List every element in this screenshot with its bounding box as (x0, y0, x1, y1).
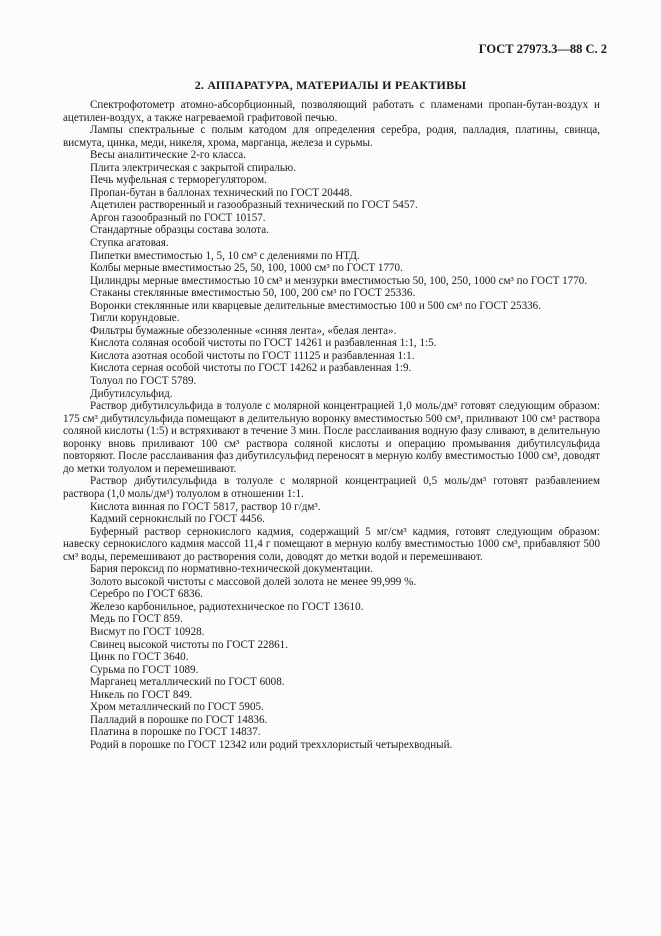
paragraph: Тигли корундовые. (90, 312, 180, 325)
paragraph: Палладий в порошке по ГОСТ 14836. (90, 713, 268, 726)
paragraph: Раствор дибутилсульфида в толуоле с молярной концентрацией 0,5 моль/дм³ готовят разбавлением раствора (1,0 моль/дм³) толуолом в отношении 1:1. (63, 475, 600, 500)
paragraph: Стаканы стеклянные вместимостью 50, 100, 200 см³ по ГОСТ 25336. (90, 287, 416, 300)
paragraph: Бария пероксид по нормативно-технической документации. (90, 563, 373, 576)
paragraph: Кислота соляная особой чистоты по ГОСТ 14261 и разбавленная 1:1, 1:5. (90, 337, 437, 350)
paragraph: Золото высокой чистоты с массовой долей золота не менее 99,999 %. (90, 575, 417, 588)
paragraph: Марганец металлический по ГОСТ 6008. (90, 676, 285, 689)
paragraph: Пропан-бутан в баллонах технический по ГОСТ 20448. (90, 186, 353, 199)
paragraph: Цилиндры мерные вместимостью 10 см³ и мензурки вместимостью 50, 100, 250, 1000 см³ по ГОСТ 1770. (90, 274, 588, 287)
paragraph: Колбы мерные вместимостью 25, 50, 100, 1000 см³ по ГОСТ 1770. (90, 262, 403, 275)
paragraph: Воронки стеклянные или кварцевые делительные вместимостью 100 и 500 см³ по ГОСТ 25336. (90, 299, 542, 312)
paragraph: Спектрофотометр атомно-абсорбционный, позволяющий работать с пламенами пропан-бутан-воздух и ацетилен-воздух, а также нагреваемой графитовой печью. (63, 99, 600, 124)
document-body (63, 99, 600, 751)
paragraph: Аргон газообразный по ГОСТ 10157. (90, 211, 266, 224)
paragraph: Никель по ГОСТ 849. (90, 688, 193, 701)
paragraph: Дибутилсульфид. (90, 387, 173, 400)
paragraph: Медь по ГОСТ 859. (90, 613, 183, 626)
paragraph: Лампы спектральные с полым катодом для определения серебра, родия, палладия, платины, свинца, висмута, цинка, меди, никеля, хрома, марганца, железа и сурьмы. (63, 124, 600, 149)
paragraph: Ацетилен растворенный и газообразный технический по ГОСТ 5457. (90, 199, 418, 212)
paragraph: Раствор дибутилсульфида в толуоле с молярной концентрацией 1,0 моль/дм³ готовят следующим образом: 175 см³ дибутилсульфида помещают в делительную воронку вместимостью 500 см³, приливают 100 см³ раствора соляной кислоты (1:5) и встряхивают в течение 3 мин. После расслаивания водную фазу сливают, в делительную воронку вновь приливают 100 см³ раствора соляной кислоты и операцию промывания дибутилсульфида повторяют. После расслаивания фаз дибутилсульфид переносят в мерную колбу вместимостью 1000 см³, доводят до метки толуолом и перемешивают. (63, 400, 600, 475)
section-title: 2. АППАРАТУРА, МАТЕРИАЛЫ И РЕАКТИВЫ (194, 78, 467, 92)
paragraph: Толуол по ГОСТ 5789. (90, 375, 197, 388)
paragraph: Родий в порошке по ГОСТ 12342 или родий треххлористый четырехводный. (90, 738, 453, 751)
paragraph: Кадмий сернокислый по ГОСТ 4456. (90, 513, 265, 526)
paragraph: Буферный раствор сернокислого кадмия, содержащий 5 мг/см³ кадмия, готовят следующим образом: навеску сернокислого кадмия массой 11,4 г помещают в мерную колбу вместимостью 1000 см³, прибавляют 500 см³ воды, перемешивают до растворения соли, доводят до метки водой и перемешивают. (63, 525, 600, 563)
paragraph: Стандартные образцы состава золота. (90, 224, 269, 237)
paragraph: Кислота винная по ГОСТ 5817, раствор 10 г/дм³. (90, 500, 321, 513)
paragraph: Печь муфельная с терморегулятором. (90, 174, 267, 187)
page-header: ГОСТ 27973.3—88 С. 2 (478, 42, 607, 56)
paragraph: Висмут по ГОСТ 10928. (90, 625, 205, 638)
paragraph: Хром металлический по ГОСТ 5905. (90, 701, 264, 714)
paragraph: Свинец высокой чистоты по ГОСТ 22861. (90, 638, 289, 651)
paragraph: Кислота азотная особой чистоты по ГОСТ 11125 и разбавленная 1:1. (90, 349, 415, 362)
paragraph: Цинк по ГОСТ 3640. (90, 651, 189, 664)
paragraph: Пипетки вместимостью 1, 5, 10 см³ с делениями по НТД. (90, 249, 360, 262)
paragraph: Железо карбонильное, радиотехническое по ГОСТ 13610. (90, 600, 364, 613)
paragraph: Фильтры бумажные обеззоленные «синяя лента», «белая лента». (90, 324, 397, 337)
paragraph: Серебро по ГОСТ 6836. (90, 588, 203, 601)
paragraph: Сурьма по ГОСТ 1089. (90, 663, 199, 676)
paragraph: Ступка агатовая. (90, 237, 169, 250)
paragraph: Платина в порошке по ГОСТ 14837. (90, 726, 261, 739)
paragraph: Плита электрическая с закрытой спиралью. (90, 161, 296, 174)
paragraph: Весы аналитические 2-го класса. (90, 149, 246, 162)
paragraph: Кислота серная особой чистоты по ГОСТ 14262 и разбавленная 1:9. (90, 362, 412, 375)
